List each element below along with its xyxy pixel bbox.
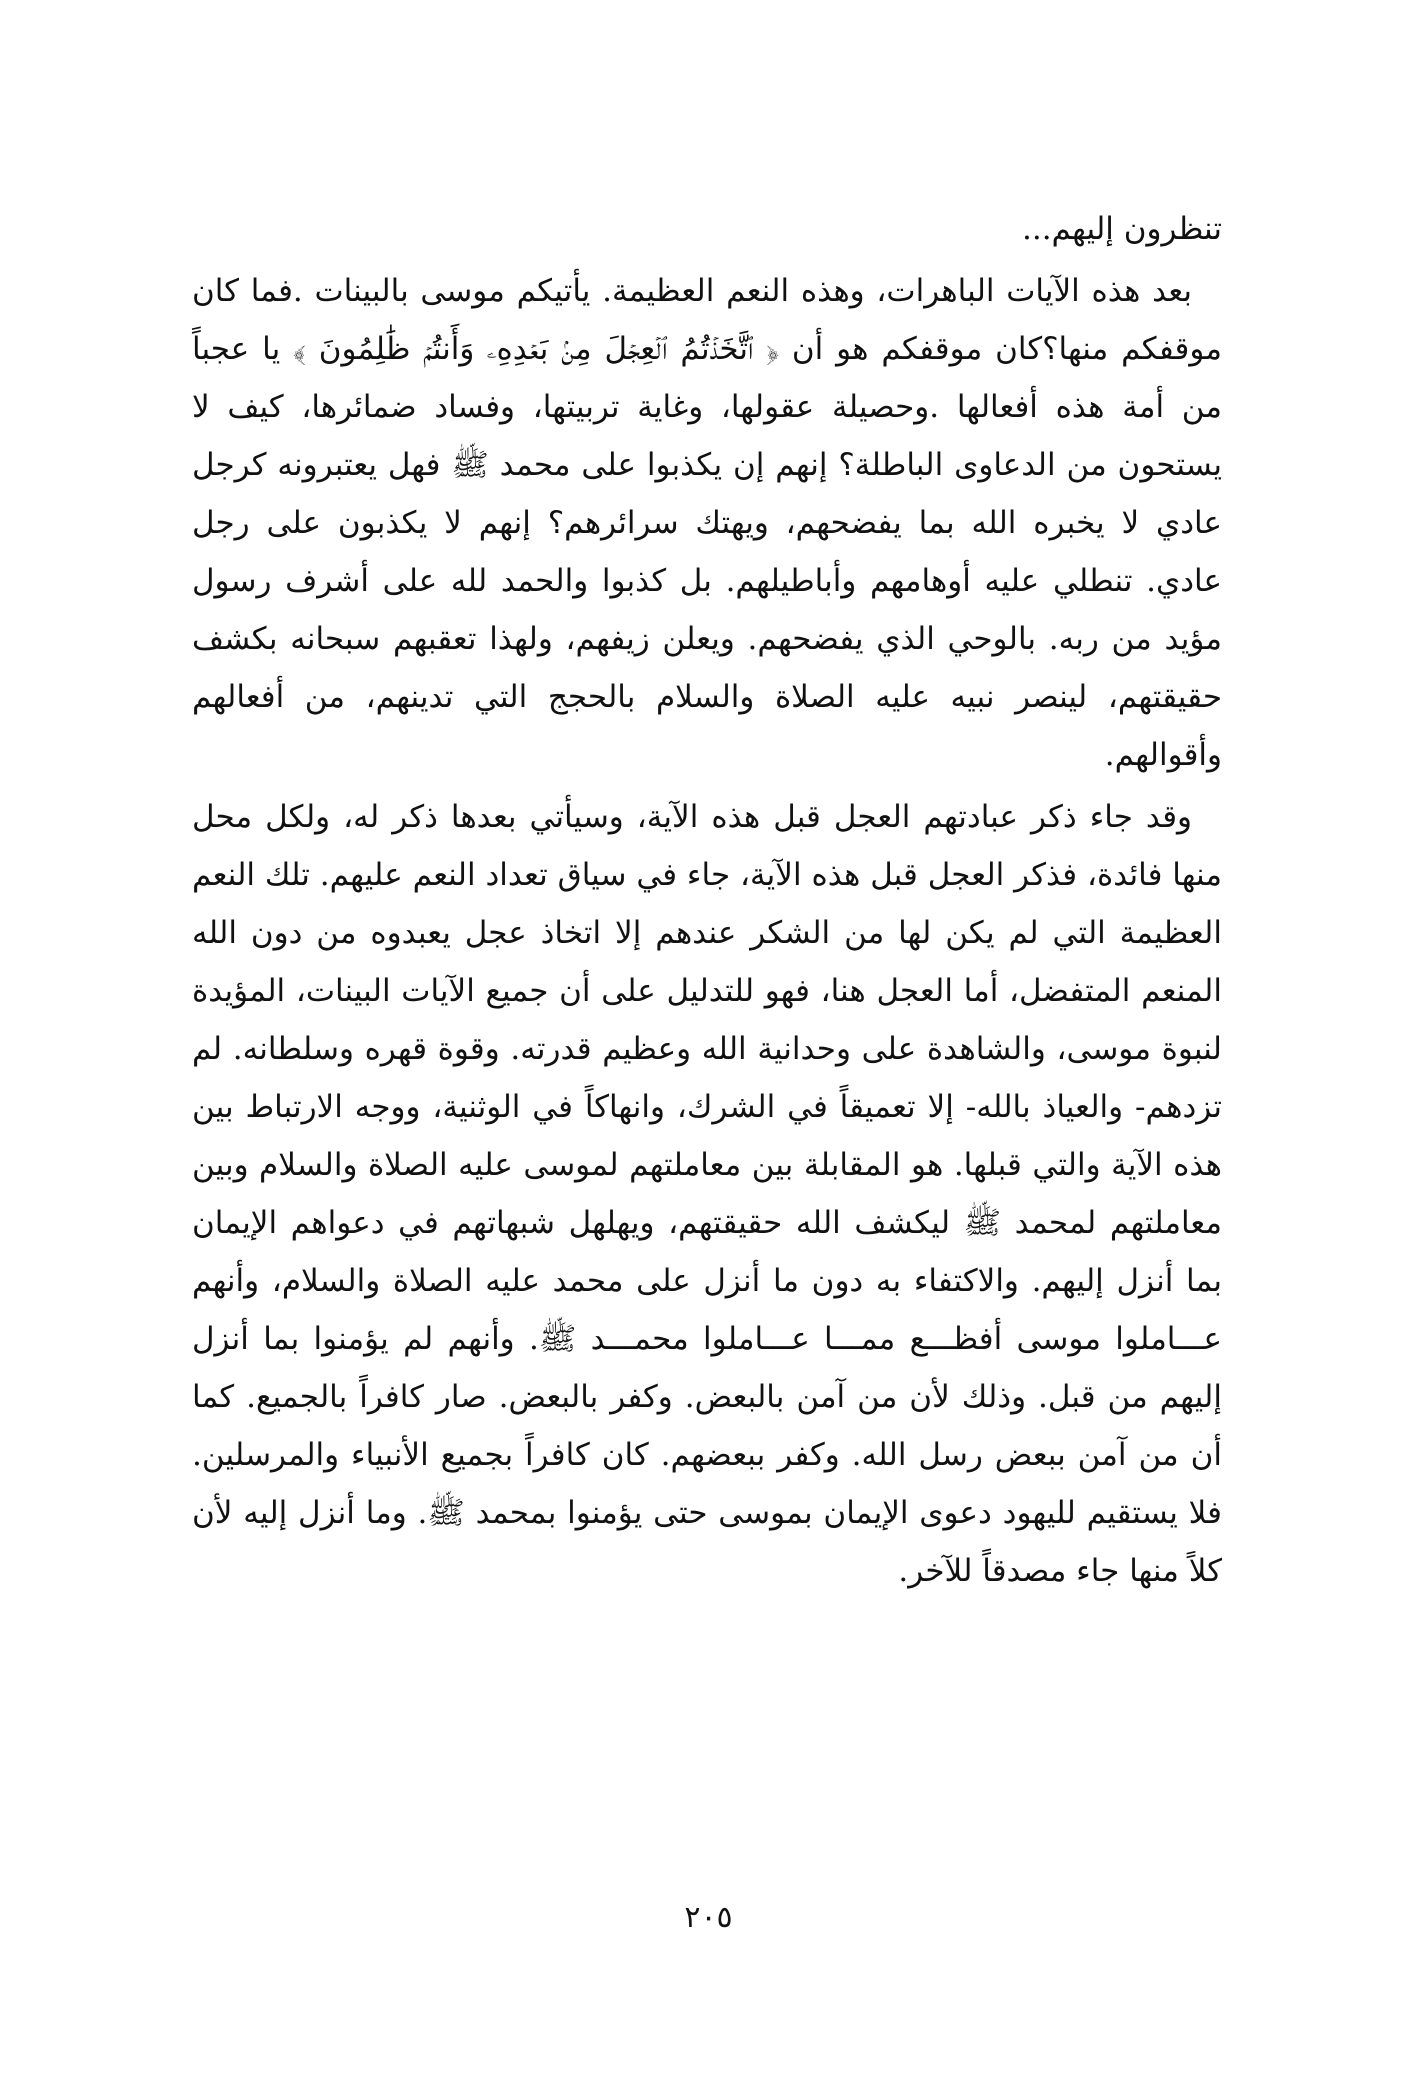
paragraph-calf-worship: وقد جاء ذكر عبادتهم العجل قبل هذه الآية، وسيأتي بعدها ذكر له، ولكل محل منها فائدة، فذكر العجل قبل هذه الآية، جاء في سياق تعداد النعم عليهم. تلك النعم العظيمة التي لم يكن لها من الشكر عندهم إلا اتخاذ عجل يعبدوه من دون الله المنعم المتفضل، أما العجل هنا، فهو للتدليل على أن جميع الآيات البينات، المؤيدة لنبوة موسى، والشاهدة على وحدانية الله وعظيم قدرته. وقوة قهره وسلطانه. لم تزدهم- والعياذ بالله- إلا تعميقاً في الشرك، وانهاكاً في الوثنية، ووجه الارتباط بين هذه الآية والتي قبلها. هو المقابلة بين معاملتهم لموسى عليه الصلاة والسلام وبين معاملتهم لمحمد ﷺ ليكشف الله حقيقتهم، ويهلهل شبهاتهم في دعواهم الإيمان بما أنزل إليهم. والاكتفاء به دون ما أنزل على محمد عليه الصلاة والسلام، وأنهم عـــاملوا موسى أفظـــع ممـــا عـــاملوا محمـــد ﷺ. وأنهم لم يؤمنوا بما أنزل إليهم من قبل. وذلك لأن من آمن بالبعض. وكفر بالبعض. صار كافراً بالجميع. كما أن من آمن ببعض رسل الله. وكفر ببعضهم. كان كافراً بجميع الأنبياء والمرسلين. فلا يستقيم لليهود دعوى الإيمان بموسى حتى يؤمنوا بمحمد ﷺ. وما أنزل إليه لأن كلاً منها جاء مصدقاً للآخر. <box>192 799 1222 1589</box>
page-number: ٢٠٥ <box>684 1900 733 1935</box>
body-text <box>192 200 1222 1600</box>
paragraph-verse-commentary: بعد هذه الآيات الباهرات، وهذه النعم العظيمة. يأتيكم موسى بالبينات .فما كان موقفكم منها؟كان موقفكم هو أن ﴿ ٱتَّخَذۡتُمُ ٱلۡعِجۡلَ مِنۢ بَعۡدِهِۦ وَأَنتُمۡ ظَٰلِمُونَ ﴾ يا عجباً من أمة هذه أفعالها .وحصيلة عقولها، وغاية تربيتها، وفساد ضمائرها، كيف لا يستحون من الدعاوى الباطلة؟ إنهم إن يكذبوا على محمد ﷺ فهل يعتبرونه كرجل عادي لا يخبره الله بما يفضحهم، ويهتك سرائرهم؟ إنهم لا يكذبون على رجل عادي. تنطلي عليه أوهامهم وأباطيلهم. بل كذبوا والحمد لله على أشرف رسول مؤيد من ربه. بالوحي الذي يفضحهم. ويعلن زيفهم، ولهذا تعقبهم سبحانه بكشف حقيقتهم، لينصر نبيه عليه الصلاة والسلام بالحجج التي تدينهم، من أفعالهم وأقوالهم. <box>192 273 1222 773</box>
paragraph-continuation: تنظرون إليهم... <box>1021 211 1222 247</box>
